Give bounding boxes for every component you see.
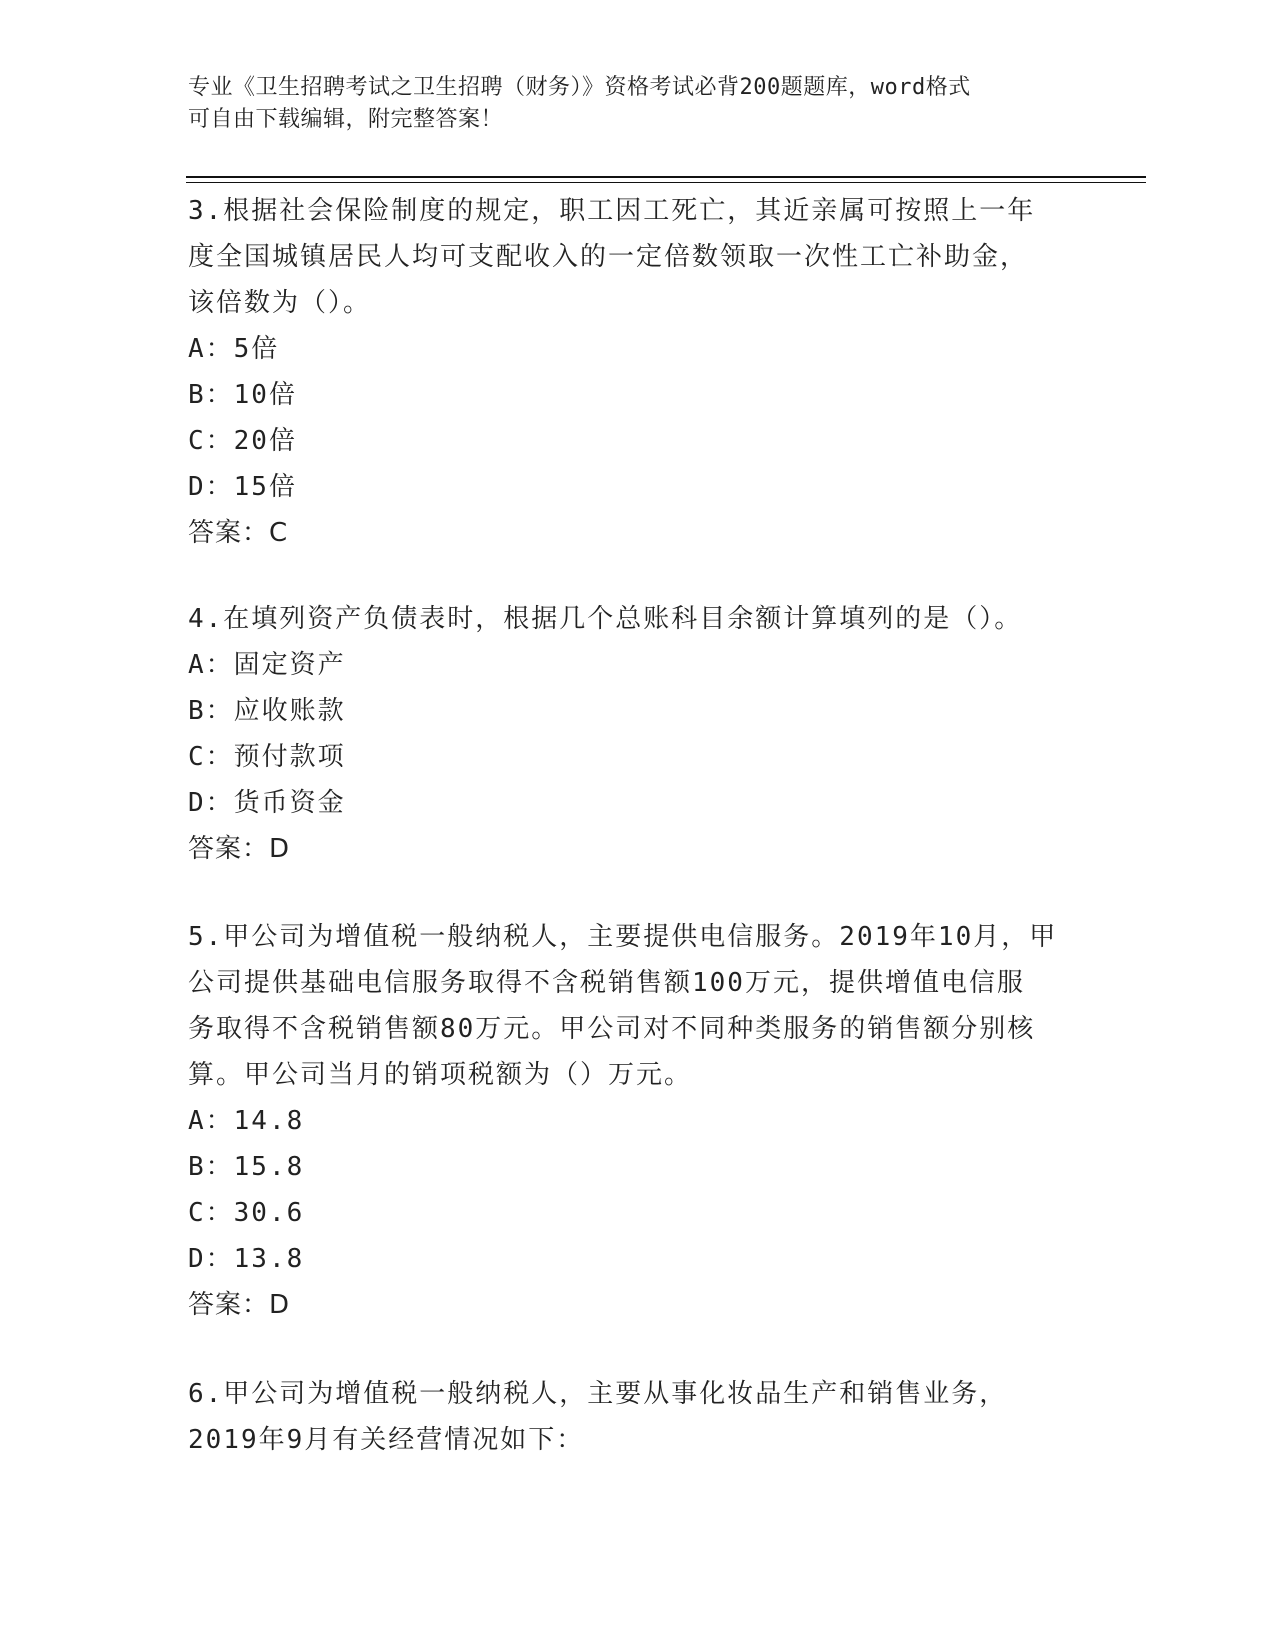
option-c: C：30.6: [188, 1198, 305, 1228]
option-c: C：预付款项: [188, 742, 346, 772]
header-line-1: 专业《卫生招聘考试之卫生招聘（财务）》资格考试必背200题题库，word格式: [188, 75, 971, 100]
option-a: A：5倍: [188, 334, 280, 364]
answer-line: 答案：D: [188, 1290, 291, 1320]
question-text-line: 算。甲公司当月的销项税额为（）万元。: [188, 1060, 693, 1090]
option-d: D：15倍: [188, 472, 297, 502]
option-a: A：固定资产: [188, 650, 346, 680]
question-text-line: 5.甲公司为增值税一般纳税人，主要提供电信服务。2019年10月，甲: [188, 922, 1058, 952]
question-text-line: 2019年9月有关经营情况如下：: [188, 1425, 585, 1455]
answer-line: 答案：C: [188, 518, 289, 548]
option-d: D：货币资金: [188, 788, 346, 818]
option-b: B：15.8: [188, 1152, 305, 1182]
question-3: [188, 188, 1088, 556]
question-text-line: 务取得不含税销售额80万元。甲公司对不同种类服务的销售额分别核: [188, 1014, 1036, 1044]
option-c: C：20倍: [188, 426, 297, 456]
option-d: D：13.8: [188, 1244, 305, 1274]
question-text-line: 公司提供基础电信服务取得不含税销售额100万元，提供增值电信服: [188, 968, 1025, 998]
option-b: B：应收账款: [188, 696, 346, 726]
answer-line: 答案：D: [188, 834, 291, 864]
question-4: [188, 596, 1088, 872]
question-text-line: 6.甲公司为增值税一般纳税人，主要从事化妆品生产和销售业务，: [188, 1379, 1008, 1409]
question-text-line: 度全国城镇居民人均可支配收入的一定倍数领取一次性工亡补助金，: [188, 242, 1029, 272]
header-divider-thin: [186, 182, 1146, 183]
question-6: [188, 1371, 1088, 1463]
question-text-line: 4.在填列资产负债表时，根据几个总账科目余额计算填列的是（）。: [188, 604, 1023, 634]
question-text-line: 3.根据社会保险制度的规定，职工因工死亡，其近亲属可按照上一年: [188, 196, 1036, 226]
header-divider-thick: [186, 176, 1146, 178]
question-5: [188, 914, 1088, 1328]
question-text-line: 该倍数为（）。: [188, 288, 372, 318]
option-a: A：14.8: [188, 1106, 305, 1136]
option-b: B：10倍: [188, 380, 297, 410]
header-line-2: 可自由下载编辑，附完整答案！: [188, 107, 504, 132]
document-header: [188, 72, 1088, 136]
